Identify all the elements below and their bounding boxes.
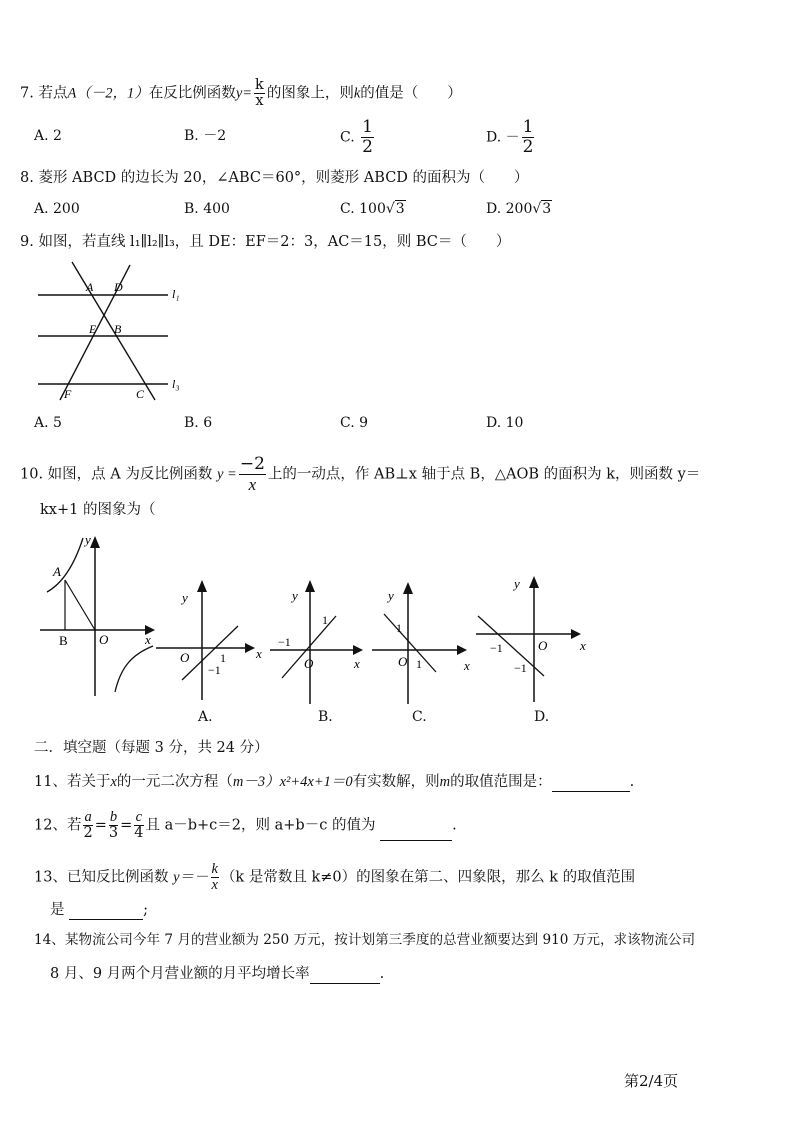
q7-option-b: B. －2 (184, 128, 227, 144)
graph-line (384, 614, 436, 672)
q8-option-c: C. 100√3 (340, 201, 405, 217)
q7-option-c: C. $\frac{1}{2}$ (340, 117, 373, 157)
q8-text: 菱形 ABCD 的边长为 20，∠ABC＝60°，则菱形 ABCD 的面积为（ ） (38, 170, 529, 186)
svg-text:x: x (580, 638, 586, 653)
q9-option-b: B. 6 (184, 415, 213, 431)
svg-text:y: y (182, 590, 188, 605)
sqrt-sign: √ (532, 201, 542, 217)
q9-text: 如图，若直线 l₁∥l₂∥l₃，且 DE：EF＝2：3，AC＝15，则 BC＝（ ） (38, 234, 511, 250)
svg-text:1: 1 (322, 613, 328, 627)
svg-text:1: 1 (220, 651, 226, 665)
label-b: B (114, 322, 122, 336)
q10-text-b: 上的一动点，作 AB⊥x 轴于点 B，△AOB 的面积为 k，则函数 y＝ (267, 466, 701, 483)
q7-fraction: $\frac{k}{x}$ (255, 77, 264, 109)
q10-caption-a: A. (198, 709, 213, 725)
x-axis-arrow (245, 643, 255, 653)
svg-text:1: 1 (416, 657, 422, 671)
q12-stem: 12、若 $\frac{a}{2}$ = $\frac{b}{3}$ = $\frac{c}{4}$ 且 a－b+c＝2，则 a+b－c 的值为 . (34, 809, 457, 841)
q9-stem (20, 232, 510, 252)
q12-answer-blank[interactable] (380, 824, 452, 841)
q13-answer-blank[interactable] (69, 903, 143, 920)
svg-text:x: x (464, 658, 470, 673)
q10-main-figure (35, 528, 165, 698)
q11-answer-blank[interactable] (552, 775, 630, 792)
q7-point: A（－2，1） (67, 85, 149, 102)
y-axis-arrow (529, 576, 539, 588)
y-axis-arrow (90, 536, 100, 548)
q7-text-d: 的值是（ ） (360, 85, 462, 102)
svg-text:1: 1 (396, 621, 402, 635)
label-d: D (114, 280, 123, 294)
q14-stem: 14、某物流公司今年 7 月的营业额为 250 万元，按计划第三季度的总营业额要达到 910 万元，求该物流公司 (34, 932, 696, 948)
x-axis-arrow (457, 645, 467, 655)
q10-graph-b (266, 578, 374, 706)
q7-func-y: y= (235, 85, 253, 102)
q12-number: 12、 (34, 817, 67, 834)
q9-number: 9. (20, 234, 34, 250)
q13-stem: 13、已知反比例函数 y＝－ $\frac{k}{x}$ （k 是常数且 k≠0）的图象在第二、四象限，那么 k 的取值范围 (34, 861, 636, 893)
q10-line2: kx+1 的图象为（ (40, 502, 156, 518)
svg-text:O: O (180, 650, 190, 665)
q10-number: 10. (20, 466, 44, 483)
q10-graph-d (472, 572, 594, 704)
label-e: E (89, 322, 97, 336)
label-o: O (99, 632, 109, 647)
q10-graph-c (368, 580, 478, 706)
q9-option-c: C. 9 (340, 415, 369, 431)
q10-func-y: y = (216, 466, 237, 483)
q8-option-d: D. 200√3 (486, 201, 552, 217)
svg-text:−1: −1 (514, 661, 527, 675)
q11-stem: 11、若关于x的一元二次方程（m－3）x²+4x+1＝0有实数解，则m的取值范围是： . (34, 774, 635, 790)
svg-text:O: O (398, 654, 408, 669)
q10-caption-b: B. (318, 709, 333, 725)
q10-caption-c: C. (412, 709, 427, 725)
svg-text:−1: −1 (490, 641, 503, 655)
hyperbola-lower-right (115, 646, 153, 692)
q13-number: 13、 (34, 869, 67, 886)
q9-option-d: D. 10 (486, 415, 524, 431)
q7-stem (20, 78, 462, 109)
q7-option-d: D. － $\frac{1}{2}$ (486, 117, 534, 157)
q7-text-a: 若点 (38, 85, 68, 102)
label-f: F (64, 387, 72, 401)
q7-text-c: 的图象上，则 (266, 85, 354, 102)
svg-text:y: y (388, 588, 394, 603)
q14-number: 14、 (34, 932, 65, 948)
page-number: 第2/4页 (624, 1072, 679, 1090)
label-c: C (136, 387, 145, 401)
label-a: A (53, 564, 61, 579)
q10-text-a: 如图，点 A 为反比例函数 (47, 466, 213, 483)
q13-line2: 是 ; (50, 902, 148, 918)
q9-option-a: A. 5 (34, 415, 62, 431)
q7-text-b: 在反比例函数 (148, 85, 236, 102)
q10-caption-d: D. (534, 709, 550, 725)
label-l1: l₁ (172, 287, 180, 301)
sqrt-sign: √ (385, 201, 395, 217)
y-axis-arrow (305, 580, 315, 592)
svg-text:O: O (538, 638, 548, 653)
svg-text:y: y (514, 576, 520, 591)
q7-number: 7. (20, 85, 34, 102)
q8-stem (20, 168, 529, 188)
q7-option-a: A. 2 (34, 128, 62, 144)
q14-answer-blank[interactable] (310, 967, 380, 984)
x-axis-arrow (353, 645, 363, 655)
svg-text:x: x (354, 656, 360, 671)
svg-text:O: O (304, 656, 314, 671)
q8-option-a: A. 200 (34, 201, 80, 217)
q10-stem (20, 455, 700, 494)
label-x: x (145, 632, 151, 647)
y-axis-arrow (197, 580, 207, 592)
svg-text:y: y (292, 588, 298, 603)
q8-option-b: B. 400 (184, 201, 230, 217)
q7-var-k: k (353, 85, 361, 102)
y-axis-arrow (403, 582, 413, 594)
label-b: B (59, 633, 68, 648)
svg-text:x: x (256, 646, 262, 661)
q8-number: 8. (20, 170, 34, 186)
q11-number: 11、 (34, 774, 67, 790)
svg-text:−1: −1 (208, 663, 221, 677)
label-y: y (85, 532, 91, 547)
label-a: A (86, 280, 94, 294)
label-l3: l₃ (172, 377, 180, 391)
q10-fraction: $\frac{-2}{x}$ (239, 454, 265, 494)
segment-ao (65, 580, 95, 630)
section2-heading: 二．填空题（每题 3 分，共 24 分） (34, 740, 269, 756)
q9-figure (30, 260, 200, 405)
q10-graph-a (152, 572, 264, 702)
svg-text:−1: −1 (278, 635, 291, 649)
q14-line2: 8 月、9 月两个月营业额的月平均增长率 . (50, 966, 385, 982)
